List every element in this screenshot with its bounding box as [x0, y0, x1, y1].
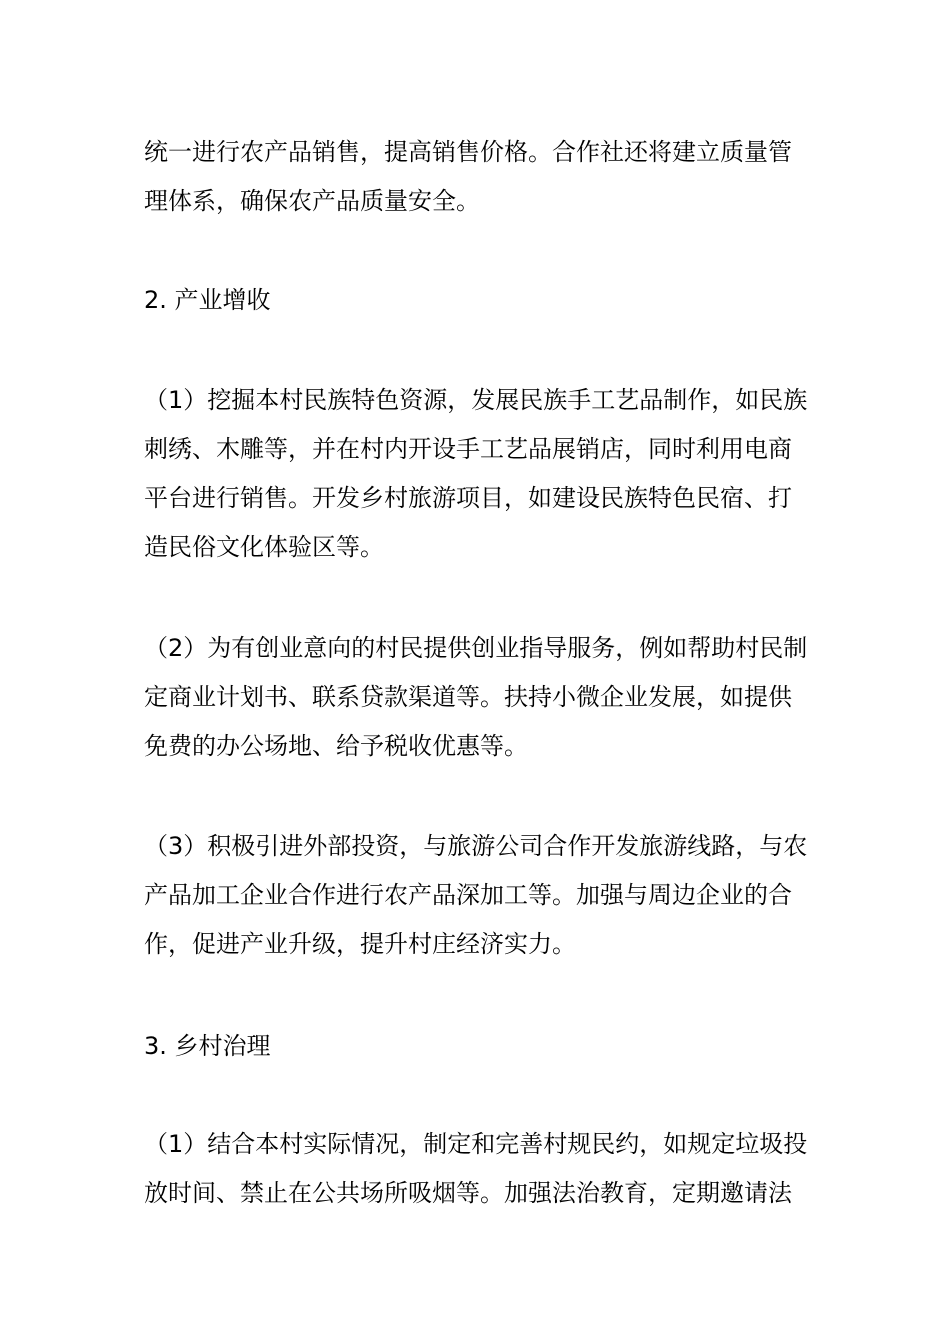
paragraph-ethnic-resources	[144, 376, 808, 572]
text-line: 刺绣、木雕等，并在村内开设手工艺品展销店，同时利用电商	[144, 435, 792, 463]
text-line: （3）积极引进外部投资，与旅游公司合作开发旅游线路，与农	[144, 832, 808, 860]
text-line: 放时间、禁止在公共场所吸烟等。加强法治教育，定期邀请法	[144, 1179, 792, 1207]
paragraph-village-rules	[144, 1120, 808, 1218]
paragraph-external-investment	[144, 822, 808, 969]
text-line: （1）挖掘本村民族特色资源，发展民族手工艺品制作，如民族	[144, 386, 808, 414]
text-line: 作，促进产业升级，提升村庄经济实力。	[144, 930, 576, 958]
text-line: 定商业计划书、联系贷款渠道等。扶持小微企业发展，如提供	[144, 683, 792, 711]
text-line: 理体系，确保农产品质量安全。	[144, 187, 480, 215]
section-heading-rural-governance: 3. 乡村治理	[144, 1032, 271, 1060]
text-line: 统一进行农产品销售，提高销售价格。合作社还将建立质量管	[144, 138, 792, 166]
text-line: 产品加工企业合作进行农产品深加工等。加强与周边企业的合	[144, 881, 792, 909]
text-line: （1）结合本村实际情况，制定和完善村规民约，如规定垃圾投	[144, 1130, 808, 1158]
text-line: 造民俗文化体验区等。	[144, 533, 384, 561]
section-heading-industry-income: 2. 产业增收	[144, 286, 271, 314]
paragraph-entrepreneurship	[144, 624, 808, 771]
text-line: 平台进行销售。开发乡村旅游项目，如建设民族特色民宿、打	[144, 484, 792, 512]
text-line: （2）为有创业意向的村民提供创业指导服务，例如帮助村民制	[144, 634, 808, 662]
paragraph-quality-management	[144, 128, 808, 226]
text-line: 免费的办公场地、给予税收优惠等。	[144, 732, 528, 760]
